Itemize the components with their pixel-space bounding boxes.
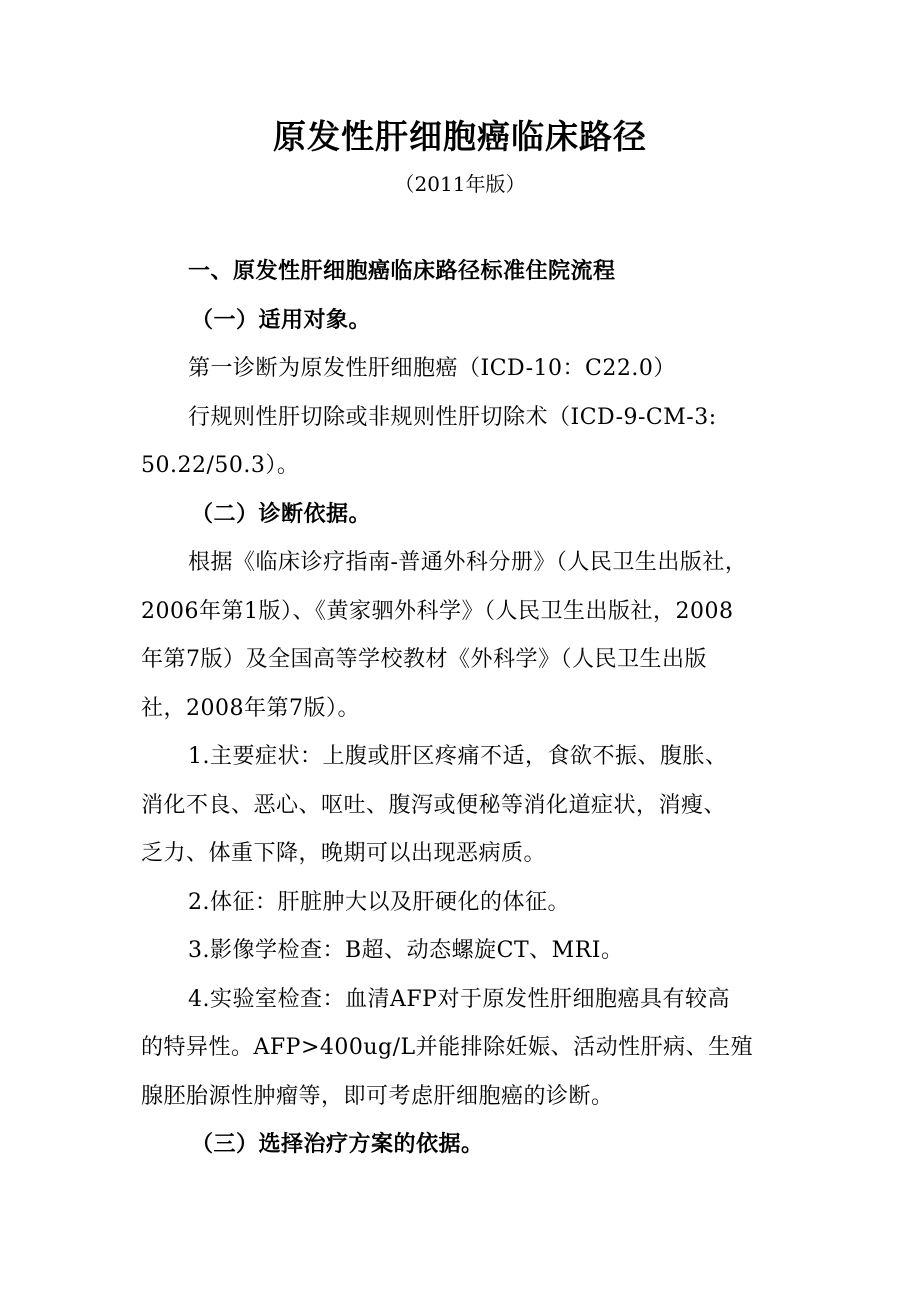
list-item-line: 2.体征：肝脏肿大以及肝硬化的体征。 [188, 889, 570, 915]
document-body [141, 248, 781, 1170]
paragraph-line: 50.22/50.3）。 [141, 453, 300, 478]
list-item-line: 3.影像学检查：B超、动态螺旋CT、MRI。 [188, 938, 624, 963]
paragraph-line: 2006年第1版）、《黄家驷外科学》（人民卫生出版社，2008 [141, 598, 734, 624]
paragraph-line: 行规则性肝切除或非规则性肝切除术（ICD-9-CM-3: [188, 404, 717, 430]
subsection-heading-2: （二）诊断依据。 [191, 501, 372, 527]
list-item-line: 1.主要症状：上腹或肝区疼痛不适，食欲不振、腹胀、 [188, 744, 728, 769]
list-item-line: 的特异性。AFP>400ug/L并能排除妊娠、活动性肝病、生殖 [141, 1035, 754, 1060]
section-heading-1: 一、原发性肝细胞癌临床路径标准住院流程 [188, 259, 616, 284]
paragraph-line: 社，2008年第7版）。 [141, 695, 360, 721]
list-item-line: 乏力、体重下降，晚期可以出现恶病质。 [141, 841, 547, 866]
subsection-heading-1: （一）适用对象。 [191, 307, 372, 333]
paragraph-line: 第一诊断为原发性肝细胞癌（ICD-10：C22.0） [188, 356, 676, 381]
list-item-line: 4.实验室检查：血清AFP对于原发性肝细胞癌具有较高 [188, 986, 730, 1012]
document-title: 原发性肝细胞癌临床路径 [273, 117, 647, 156]
paragraph-line: 根据《临床诊疗指南-普通外科分册》（人民卫生出版社， [188, 550, 748, 575]
list-item-line: 消化不良、恶心、呕吐、腹泻或便秘等消化道症状，消瘦、 [141, 792, 727, 818]
document-edition: （2011年版） [394, 172, 526, 196]
paragraph-line: 年第7版）及全国高等学校教材《外科学》（人民卫生出版 [141, 647, 707, 672]
list-item-line: 腺胚胎源性肿瘤等，即可考虑肝细胞癌的诊断。 [141, 1083, 614, 1109]
subsection-heading-3: （三）选择治疗方案的依据。 [191, 1132, 484, 1157]
